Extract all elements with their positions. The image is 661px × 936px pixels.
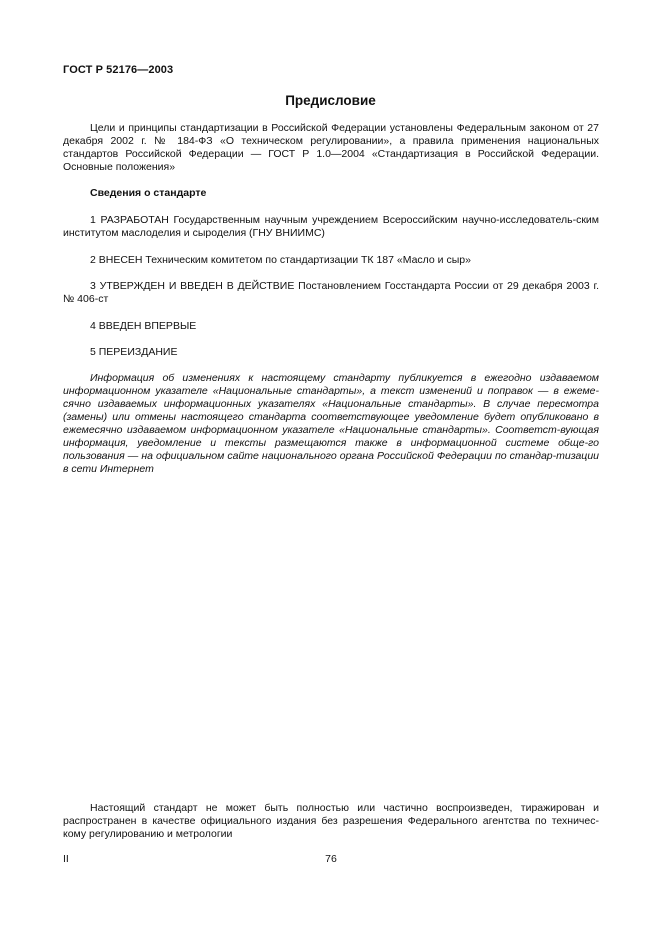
item-1-block xyxy=(63,214,599,240)
info-item: 5 ПЕРЕИЗДАНИЕ xyxy=(90,346,178,358)
item-2-block xyxy=(63,254,599,267)
info-item: 2 ВНЕСЕН Техническим комитетом по стандартизации ТК 187 «Масло и сыр» xyxy=(90,254,471,266)
notice-block xyxy=(63,372,599,476)
item-5-block xyxy=(63,346,599,359)
page-title: Предисловие xyxy=(285,93,376,108)
page-number: 76 xyxy=(325,853,337,865)
info-heading: Сведения о стандарте xyxy=(90,187,207,199)
roman-page-label: II xyxy=(63,853,69,865)
info-item: 4 ВВЕДЕН ВПЕРВЫЕ xyxy=(90,320,197,332)
copyright-block xyxy=(63,802,599,841)
document-code: ГОСТ Р 52176—2003 xyxy=(63,64,174,76)
info-item: 1 РАЗРАБОТАН Государственным научным учреждением Всероссийским научно-исследователь-ским институтом маслоделия и сыроделия (ГНУ ВНИИМС) xyxy=(63,214,599,239)
notice-paragraph: Информация об изменениях к настоящему стандарту публикуется в ежегодно издаваемом информационном указателе «Национальные стандарты», а текст изменений и поправок — в ежеме-сячно издаваемых информационных указателях «Национальные стандарты». В случае пересмотра (замены) или отмены настоящего стандарта соответствующее уведомление будет опубликовано в ежемесячно издаваемом информационном указателе «Национальные стандарты». Соответст-вующая информация, уведомление и тексты размещаются также в информационной системе обще-го пользования — на официальном сайте национального органа Российской Федерации по стандар-тизации в сети Интернет xyxy=(63,372,599,475)
copyright-paragraph: Настоящий стандарт не может быть полностью или частично воспроизведен, тиражирован и распространен в качестве официального издания без разрешения Федерального агентства по техничес-кому регулированию и метрологии xyxy=(63,802,599,840)
info-heading-block xyxy=(63,187,599,200)
item-4-block xyxy=(63,320,599,333)
info-item: 3 УТВЕРЖДЕН И ВВЕДЕН В ДЕЙСТВИЕ Постановлением Госстандарта России от 29 декабря 2003 г. № 406-ст xyxy=(63,280,599,305)
intro-paragraph: Цели и принципы стандартизации в Российской Федерации установлены Федеральным законом от 27 декабря 2002 г. № 184-ФЗ «О техническом регулировании», а правила применения национальных стандартов Российской Федерации — ГОСТ Р 1.0—2004 «Стандартизация в Российской Федерации. Основные положения» xyxy=(63,122,599,173)
item-3-block xyxy=(63,280,599,306)
intro-block xyxy=(63,122,599,174)
